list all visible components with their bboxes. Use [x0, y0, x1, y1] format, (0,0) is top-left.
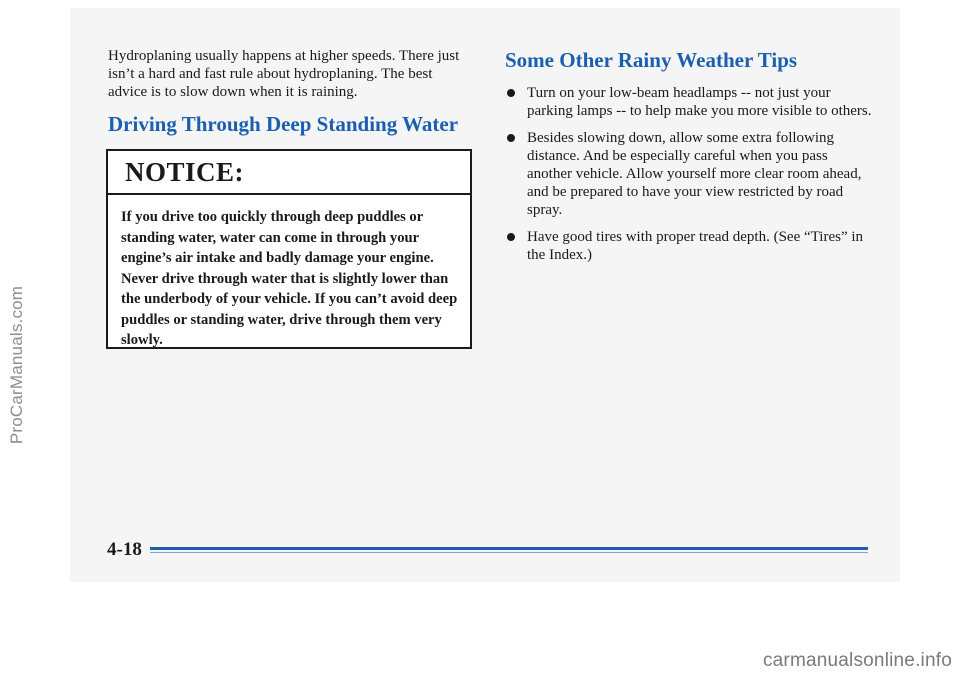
watermark-text: ProCarManuals.com [7, 285, 26, 445]
bullet-icon [507, 134, 515, 142]
list-item [505, 228, 875, 264]
rainy-tips-list [505, 84, 875, 273]
notice-body: If you drive too quickly through deep puddles or standing water, water can come in through your engine’s air intake and badly damage your engine. Never drive through water that is slightly lower than the underbody of your vehicle. If you can’t avoid deep puddles or standing water, drive through them very slowly. [121, 209, 458, 348]
list-item [505, 129, 875, 219]
side-watermark [4, 170, 30, 560]
footer-rule [150, 547, 868, 550]
page-number: 4-18 [107, 539, 142, 560]
footer-site-link[interactable]: carmanualsonline.info [762, 650, 952, 671]
list-item [505, 84, 875, 120]
notice-title: NOTICE: [108, 151, 470, 195]
tip-text: Besides slowing down, allow some extra following distance. And be especially careful when you pass another vehicle. Allow yourself more clear room ahead, and be prepared to have your view restricted by road spray. [527, 130, 862, 218]
notice-box [106, 149, 472, 349]
rainy-tips-heading: Some Other Rainy Weather Tips [505, 48, 798, 72]
bullet-icon [507, 89, 515, 97]
tip-text: Have good tires with proper tread depth. (See “Tires” in the Index.) [527, 229, 864, 263]
bullet-icon [507, 233, 515, 241]
tip-text: Turn on your low-beam headlamps -- not just your parking lamps -- to help make you more visible to others. [527, 85, 872, 119]
deep-water-heading: Driving Through Deep Standing Water [108, 112, 459, 136]
hydroplaning-paragraph: Hydroplaning usually happens at higher speeds. There just isn’t a hard and fast rule about hydroplaning. The best advice is to slow down when it is raining. [108, 48, 460, 100]
footer-rule-thin [150, 552, 868, 553]
